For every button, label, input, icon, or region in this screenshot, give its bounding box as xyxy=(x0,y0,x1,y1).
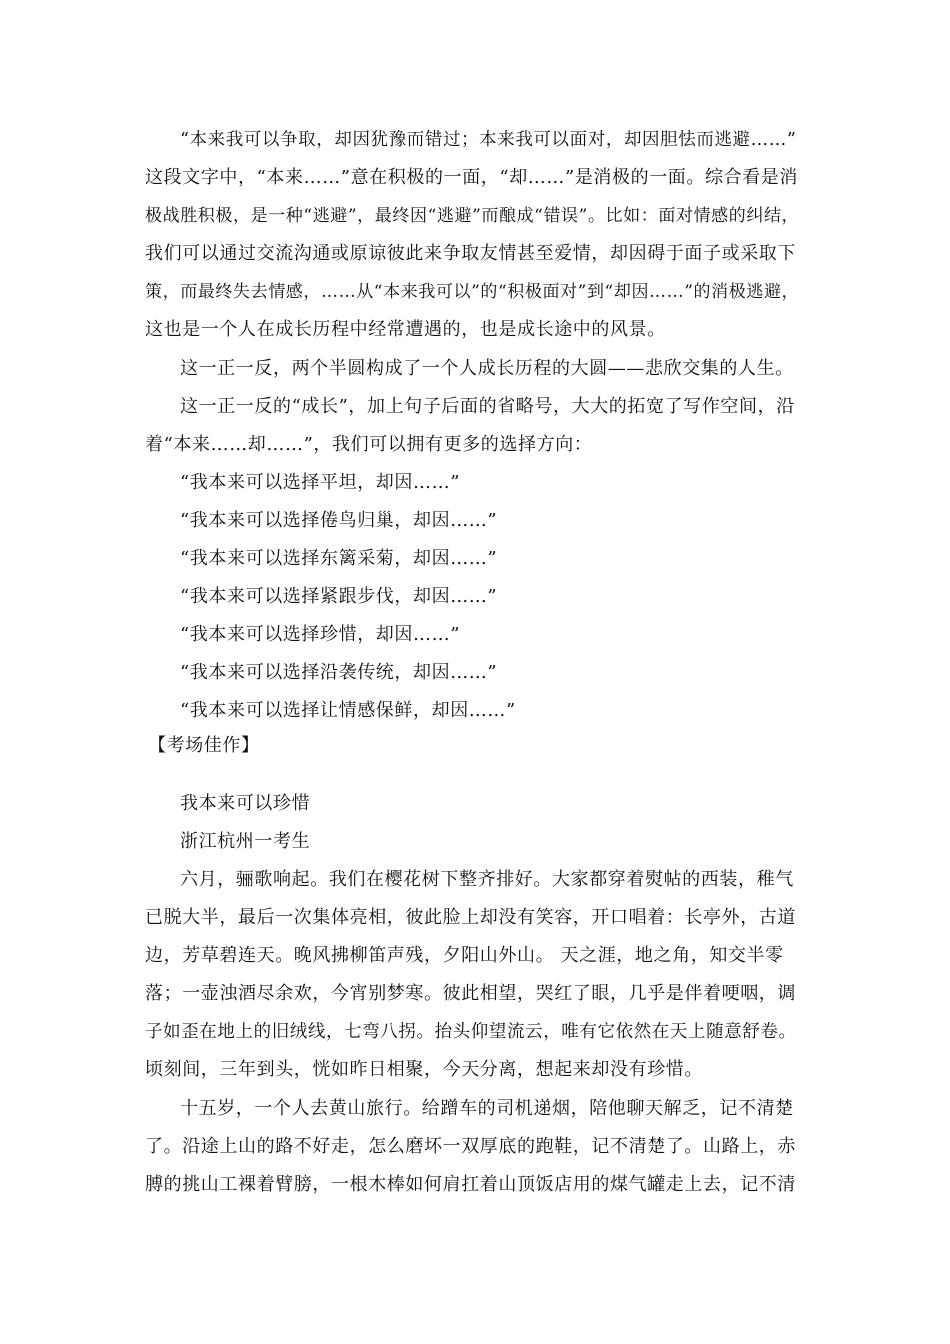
paragraph-3-line-1: 这一正一反的“成长”，加上句子后面的省略号，大大的拓宽了写作空间，沿 xyxy=(180,396,795,417)
essay-author: 浙江杭州一考生 xyxy=(180,831,311,852)
paragraph-1-line-3: 极战胜积极，是一种“逃避”，最终因“逃避”而酿成“错误”。比如：面对情感的纠结， xyxy=(145,206,800,226)
example-item: “我本来可以选择紧跟步伐，却因……” xyxy=(180,586,498,607)
paragraph-1-line-1: “本来我可以争取，却因犹豫而错过；本来我可以面对，却因胆怯而逃避……” xyxy=(180,130,797,150)
example-item: “我本来可以选择东篱采菊，却因……” xyxy=(180,548,498,569)
paragraph-1-line-4: 我们可以通过交流沟通或原谅彼此来争取友情甚至爱情，却因碍于面子或采取下 xyxy=(145,243,796,264)
paragraph-3-line-2: 着“本来……却……”，我们可以拥有更多的选择方向： xyxy=(145,434,593,455)
essay-paragraph-2-line-3: 膊的挑山工裸着臂膀，一根木棒如何肩扛着山顶饭店用的煤气罐走上去，记不清 xyxy=(145,1174,796,1195)
paragraph-2: 这一正一反，两个半圆构成了一个人成长历程的大圆——悲欣交集的人生。 xyxy=(180,358,794,379)
example-item: “我本来可以选择倦鸟归巢，却因……” xyxy=(180,510,498,531)
essay-title: 我本来可以珍惜 xyxy=(180,793,311,814)
essay-paragraph-2-line-1: 十五岁，一个人去黄山旅行。给蹭车的司机递烟，陪他聊天解乏，记不清楚 xyxy=(180,1098,794,1119)
essay-paragraph-1-line-3: 边，芳草碧连天。晚风拂柳笛声残，夕阳山外山。 天之涯，地之角，知交半零 xyxy=(145,945,784,966)
example-item: “我本来可以选择珍惜，却因……” xyxy=(180,624,461,645)
section-heading: 【考场佳作】 xyxy=(148,735,260,756)
essay-paragraph-1-line-1: 六月，骊歌响起。我们在樱花树下整齐排好。大家都穿着熨帖的西装，稚气 xyxy=(180,869,794,890)
paragraph-1-line-5: 策，而最终失去情感，……从“本来我可以”的“积极面对”到“却因……”的消极逃避， xyxy=(145,282,800,302)
paragraph-1-line-2: 这段文字中，“本来……”意在积极的一面，“却……”是消极的一面。综合看是消 xyxy=(145,167,799,188)
essay-paragraph-1-line-5: 子如歪在地上的旧绒线，七弯八拐。抬头仰望流云，唯有它依然在天上随意舒卷。 xyxy=(145,1022,797,1042)
example-item: “我本来可以选择平坦，却因……” xyxy=(180,472,461,493)
paragraph-1-line-6: 这也是一个人在成长历程中经常遭遇的，也是成长途中的风景。 xyxy=(145,319,666,340)
example-item: “我本来可以选择让情感保鲜，却因……” xyxy=(180,700,516,721)
essay-paragraph-1-line-4: 落；一壶浊酒尽余欢，今宵别梦寒。彼此相望，哭红了眼，几乎是伴着哽咽，调 xyxy=(145,983,796,1004)
essay-paragraph-2-line-2: 了。沿途上山的路不好走，怎么磨坏一双厚底的跑鞋，记不清楚了。山路上，赤 xyxy=(145,1136,796,1157)
essay-paragraph-1-line-2: 已脱大半，最后一次集体亮相，彼此脸上却没有笑容，开口唱着：长亭外，古道 xyxy=(145,907,796,928)
essay-paragraph-1-line-6: 顷刻间，三年到头，恍如昨日相聚，今天分离，想起来却没有珍惜。 xyxy=(145,1059,703,1080)
example-item: “我本来可以选择沿袭传统，却因……” xyxy=(180,662,498,683)
